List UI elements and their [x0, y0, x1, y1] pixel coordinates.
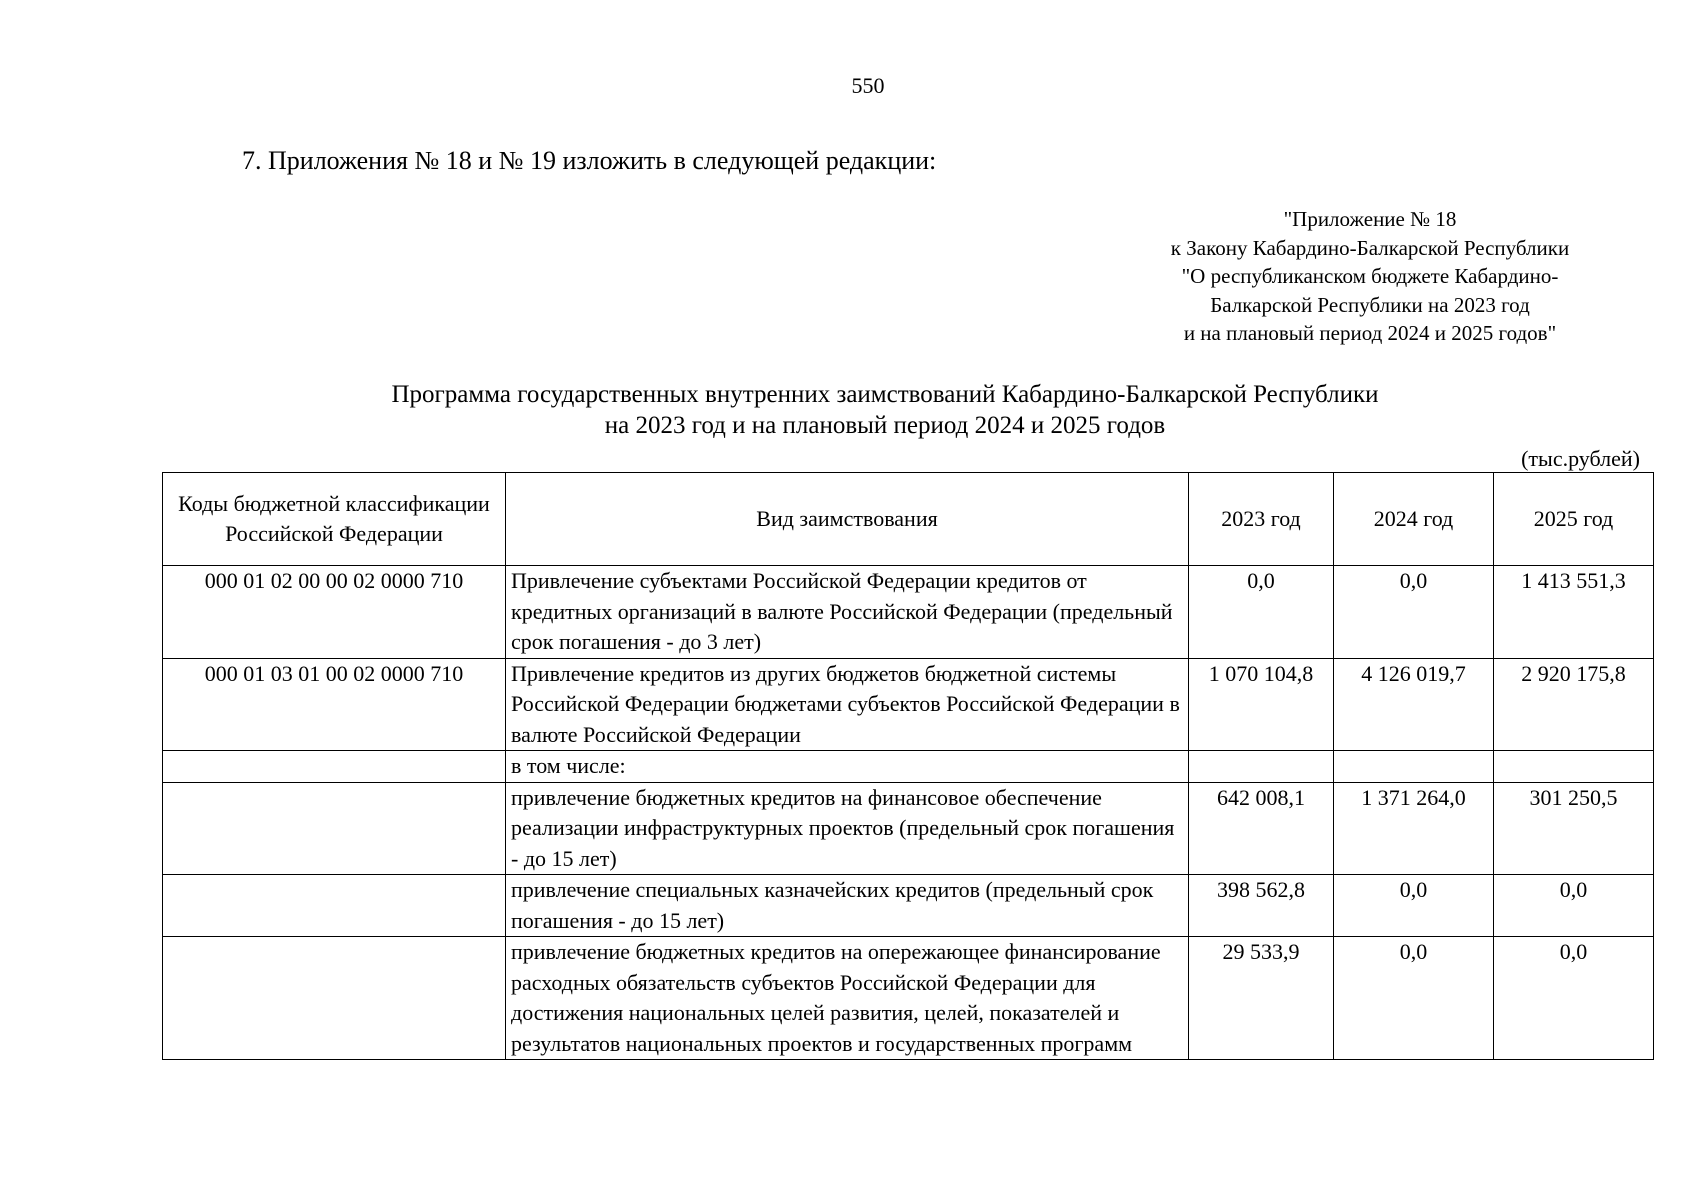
cell-code [163, 782, 506, 875]
appendix-reference [1125, 205, 1615, 348]
appendix-line: и на плановый период 2024 и 2025 годов" [1183, 321, 1557, 345]
table-row [163, 782, 1654, 875]
cell-code: 000 01 03 01 00 02 0000 710 [163, 658, 506, 751]
cell-code [163, 875, 506, 937]
table-header-row [163, 473, 1654, 566]
header-2023: 2023 год [1189, 473, 1334, 566]
cell-2025: 0,0 [1494, 875, 1654, 937]
cell-borrowing-type: привлечение бюджетных кредитов на финансовое обеспечение реализации инфраструктурных проектов (предельный срок погашения - до 15 лет) [506, 782, 1189, 875]
table-row [163, 751, 1654, 783]
appendix-line: "Приложение № 18 [1283, 207, 1457, 231]
cell-code [163, 937, 506, 1060]
cell-2024 [1334, 751, 1494, 783]
cell-code [163, 751, 506, 783]
cell-2025: 1 413 551,3 [1494, 566, 1654, 659]
header-2025: 2025 год [1494, 473, 1654, 566]
cell-borrowing-type: привлечение бюджетных кредитов на опережающее финансирование расходных обязательств субъектов Российской Федерации для достижения национальных целей развития, целей, показателей и результатов национальных проектов и государственных программ [506, 937, 1189, 1060]
table-row [163, 937, 1654, 1060]
cell-borrowing-type: Привлечение кредитов из других бюджетов бюджетной системы Российской Федерации бюджетами субъектов Российской Федерации в валюте Российской Федерации [506, 658, 1189, 751]
cell-borrowing-type: привлечение специальных казначейских кредитов (предельный срок погашения - до 15 лет) [506, 875, 1189, 937]
appendix-line: Балкарской Республики на 2023 год [1210, 292, 1530, 317]
cell-2024: 0,0 [1334, 937, 1494, 1060]
header-code: Коды бюджетной классификации Российской Федерации [163, 473, 506, 566]
cell-2023 [1189, 751, 1334, 783]
cell-borrowing-type: Привлечение субъектами Российской Федерации кредитов от кредитных организаций в валюте Российской Федерации (предельный срок погашения - до 3 лет) [506, 566, 1189, 659]
cell-2023: 29 533,9 [1189, 937, 1334, 1060]
table-row [163, 875, 1654, 937]
cell-2024: 0,0 [1334, 566, 1494, 659]
cell-2023: 642 008,1 [1189, 782, 1334, 875]
cell-2024: 4 126 019,7 [1334, 658, 1494, 751]
cell-2023: 0,0 [1189, 566, 1334, 659]
appendix-line: "О республиканском бюджете Кабардино- [1181, 264, 1559, 288]
units-label: (тыс.рублей) [1521, 446, 1640, 471]
title-line: Программа государственных внутренних заимствований Кабардино-Балкарской Республики [391, 381, 1379, 408]
cell-2025: 2 920 175,8 [1494, 658, 1654, 751]
page-number: 550 [851, 73, 885, 98]
cell-2025: 0,0 [1494, 937, 1654, 1060]
header-2024: 2024 год [1334, 473, 1494, 566]
table-row [163, 566, 1654, 659]
document-title [150, 379, 1620, 441]
cell-2024: 0,0 [1334, 875, 1494, 937]
cell-2024: 1 371 264,0 [1334, 782, 1494, 875]
cell-borrowing-type: в том числе: [506, 751, 1189, 783]
table-row [163, 658, 1654, 751]
cell-2025 [1494, 751, 1654, 783]
cell-code: 000 01 02 00 00 02 0000 710 [163, 566, 506, 659]
header-borrowing-type: Вид заимствования [506, 473, 1189, 566]
title-line: на 2023 год и на плановый период 2024 и 2025 годов [604, 412, 1166, 439]
cell-2025: 301 250,5 [1494, 782, 1654, 875]
appendix-line: к Закону Кабардино-Балкарской Республики [1170, 235, 1570, 260]
amendment-intro: 7. Приложения № 18 и № 19 изложить в следующей редакции: [242, 146, 937, 175]
cell-2023: 398 562,8 [1189, 875, 1334, 937]
cell-2023: 1 070 104,8 [1189, 658, 1334, 751]
borrowings-table [162, 472, 1654, 1060]
